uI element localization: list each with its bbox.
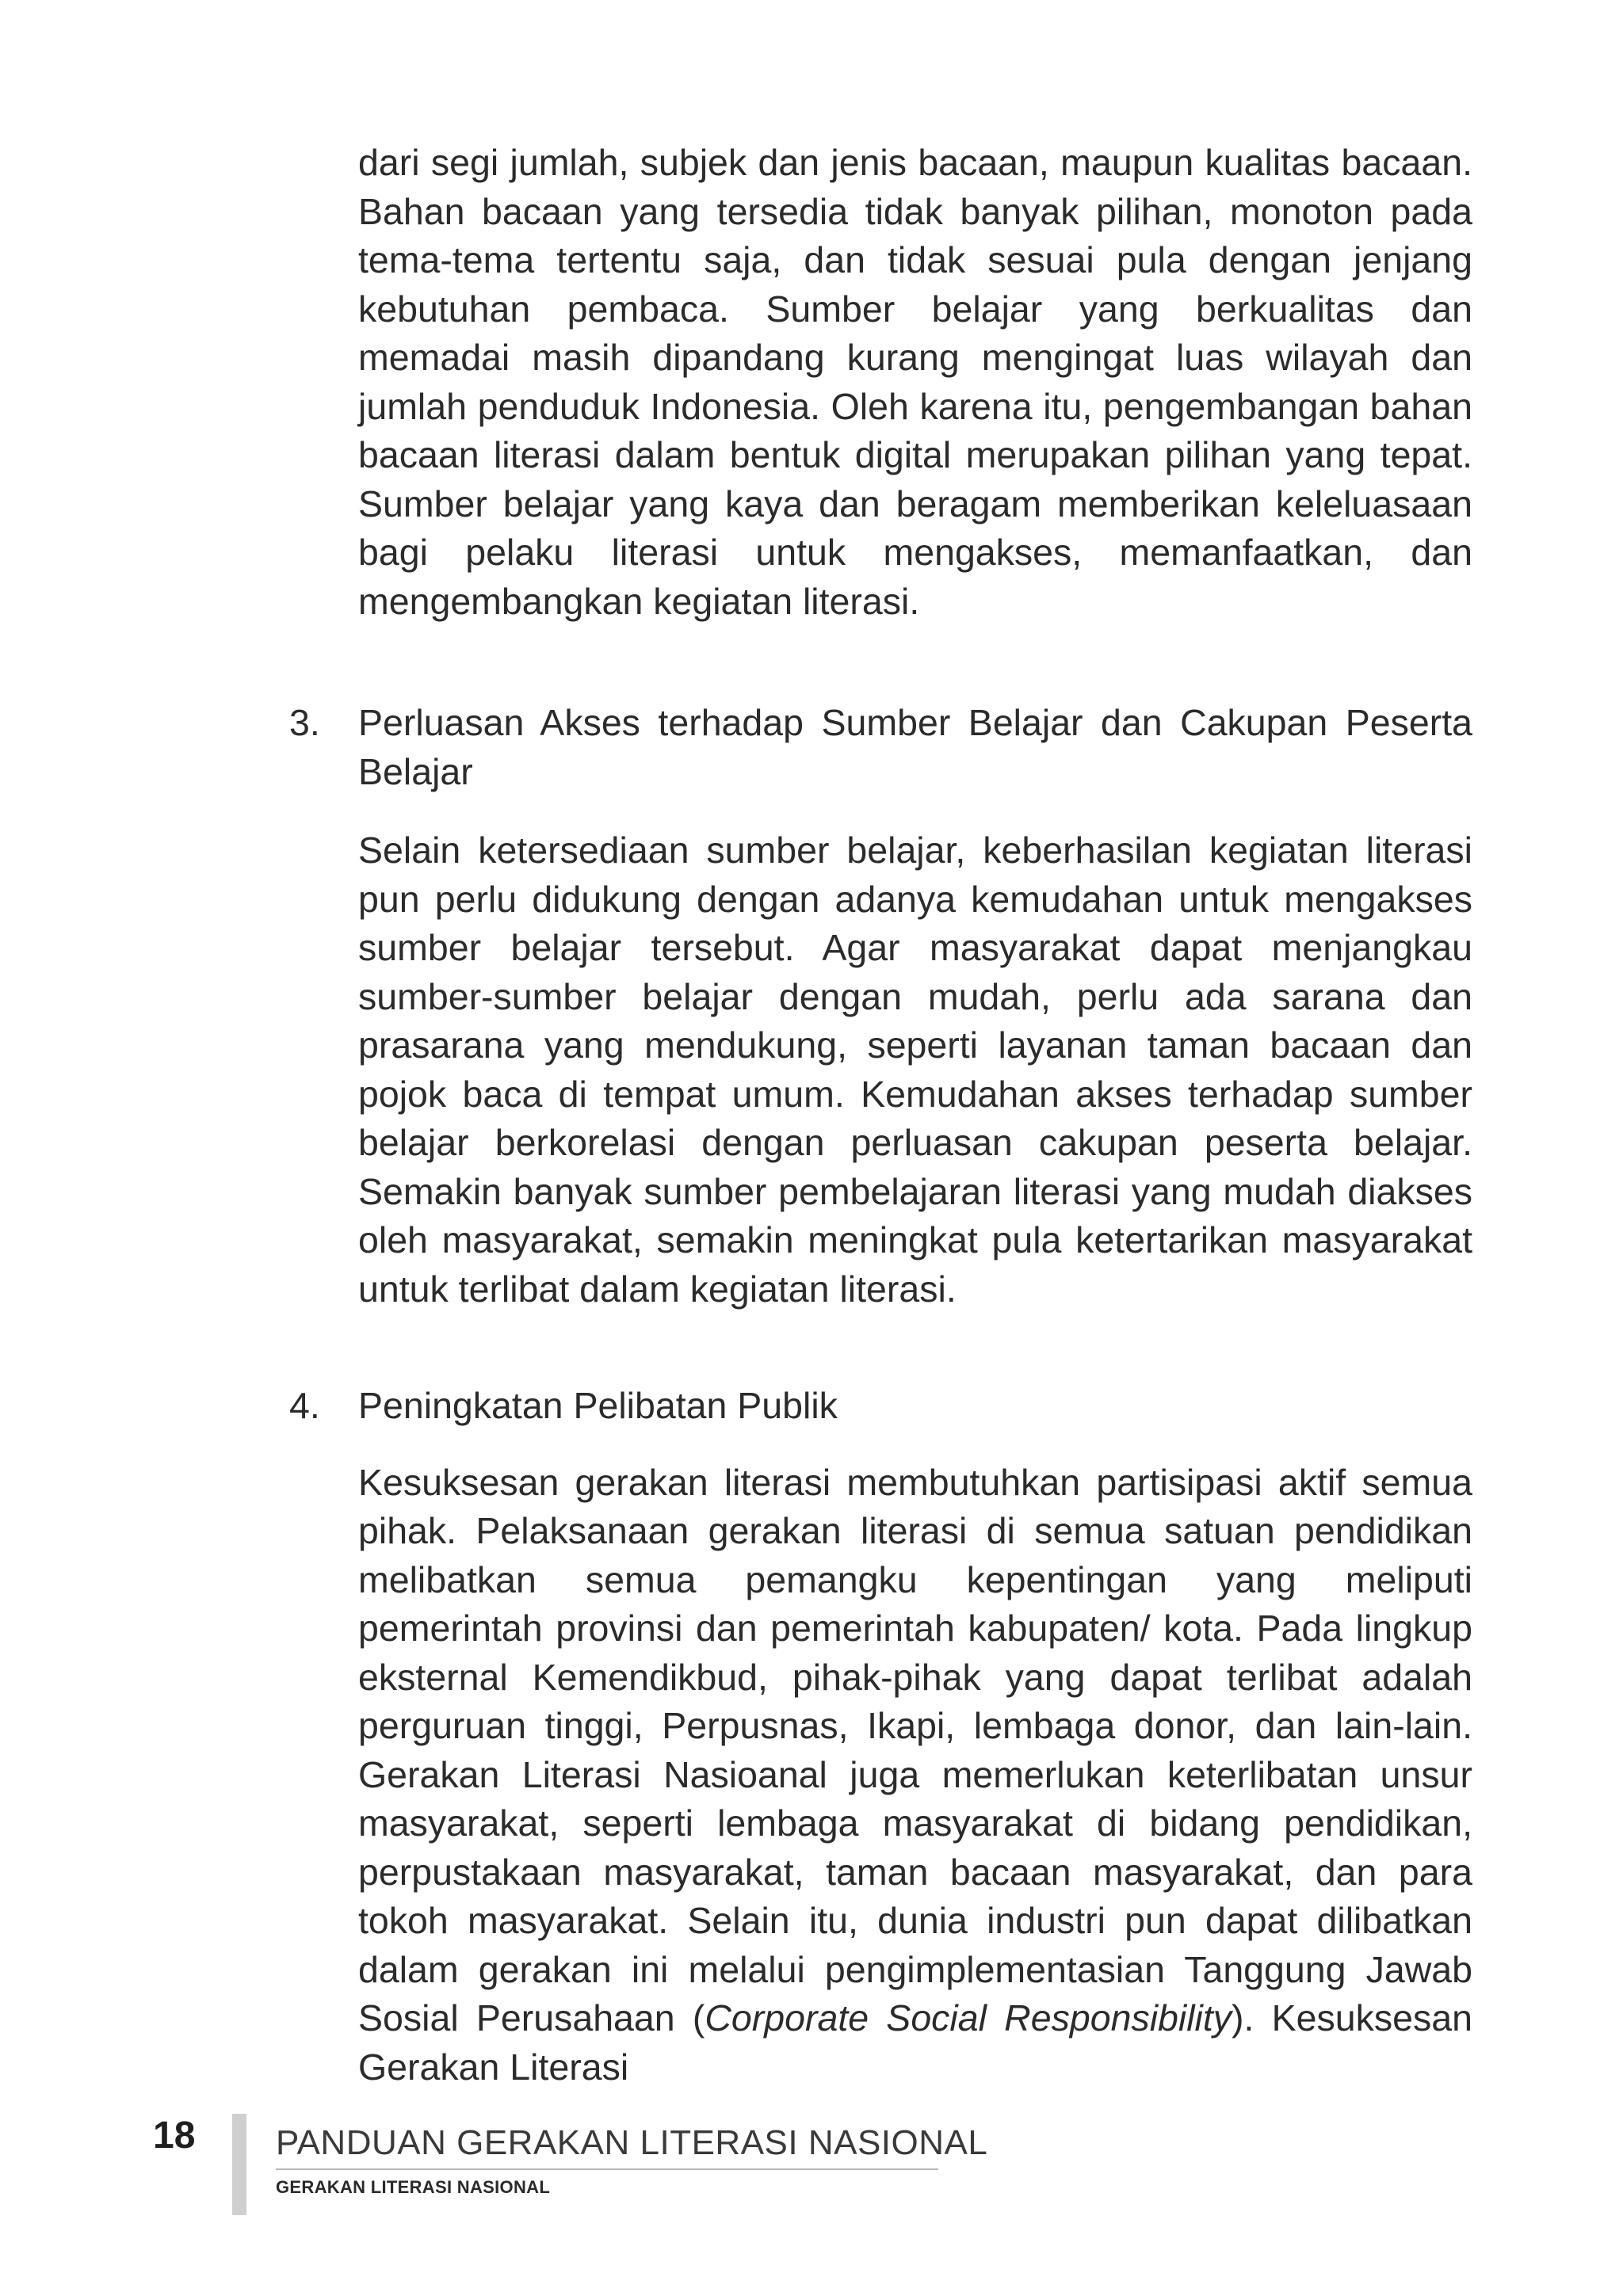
footer-divider-bar <box>232 2114 246 2215</box>
body-text-end: ). Kesuksesan Gerakan Literasi <box>358 1997 1472 2088</box>
running-footer-title: PANDUAN GERAKAN LITERASI NASIONAL <box>276 2123 988 2162</box>
list-item-3 <box>289 699 1472 1314</box>
paragraph-continuation: dari segi jumlah, subjek dan jenis bacaan, maupun kualitas bacaan. Bahan bacaan yang tersedia tidak banyak pilihan, monoton pada tema-tema tertentu saja, dan tidak sesuai pula dengan jenjang kebutuhan pembaca. Sumber belajar yang berkualitas dan memadai masih dipandang kurang mengingat luas wilayah dan jumlah penduduk Indonesia. Oleh karena itu, pengembangan bahan bacaan literasi dalam bentuk digital merupakan pilihan yang tepat. Sumber belajar yang kaya dan beragam memberikan keleluasaan bagi pelaku literasi untuk mengakses, memanfaatkan, dan mengembangkan kegiatan literasi. <box>358 142 1472 622</box>
list-item-heading <box>289 699 1472 796</box>
running-footer-subtitle: GERAKAN LITERASI NASIONAL <box>276 2177 551 2197</box>
italic-term: Corporate Social Responsibility <box>705 1997 1232 2039</box>
list-item-number: 3. <box>289 702 320 743</box>
list-item-body: Selain ketersediaan sumber belajar, keberhasilan kegiatan literasi pun perlu didukung dengan adanya kemudahan untuk mengakses sumber belajar tersebut. Agar masyarakat dapat menjangkau sumber-sumber belajar dengan mudah, perlu ada sarana dan prasarana yang mendukung, seperti layanan taman bacaan dan pojok baca di tempat umum. Kemudahan akses terhadap sumber belajar berkorelasi dengan perluasan cakupan peserta belajar. Semakin banyak sumber pembelajaran literasi yang mudah diakses oleh masyarakat, semakin meningkat pula ketertarikan masyarakat untuk terlibat dalam kegiatan literasi. <box>358 830 1472 1310</box>
list-item-title: Peningkatan Pelibatan Publik <box>358 1385 838 1426</box>
list-item-4 <box>289 1382 1472 2092</box>
body-text: Kesuksesan gerakan literasi membutuhkan partisipasi aktif semua pihak. Pelaksanaan gerakan literasi di semua satuan pendidikan melibatkan semua pemangku kepentingan yang meliputi pemerintah provinsi dan pemerintah kabupaten/ kota. Pada lingkup eksternal Kemendikbud, pihak-pihak yang dapat terlibat adalah perguruan tinggi, Perpusnas, Ikapi, lembaga donor, dan lain-lain. Gerakan Literasi Nasioanal juga memerlukan keterlibatan unsur masyarakat, seperti lembaga masyarakat di bidang pendidikan, perpustakaan masyarakat, taman bacaan masyarakat, dan para tokoh masyarakat. Selain itu, dunia industri pun dapat dilibatkan dalam gerakan ini melalui pengimplementasian Tanggung Jawab Sosial Perusahaan ( <box>358 1461 1472 2039</box>
footer-rule <box>276 2168 938 2170</box>
list-item-body <box>358 1459 1472 2092</box>
list-item-number: 4. <box>289 1385 320 1426</box>
list-item-heading <box>289 1382 1472 1431</box>
page-number: 18 <box>153 2115 196 2157</box>
list-item-title: Perluasan Akses terhadap Sumber Belajar dan Cakupan Peserta Belajar <box>358 702 1472 792</box>
